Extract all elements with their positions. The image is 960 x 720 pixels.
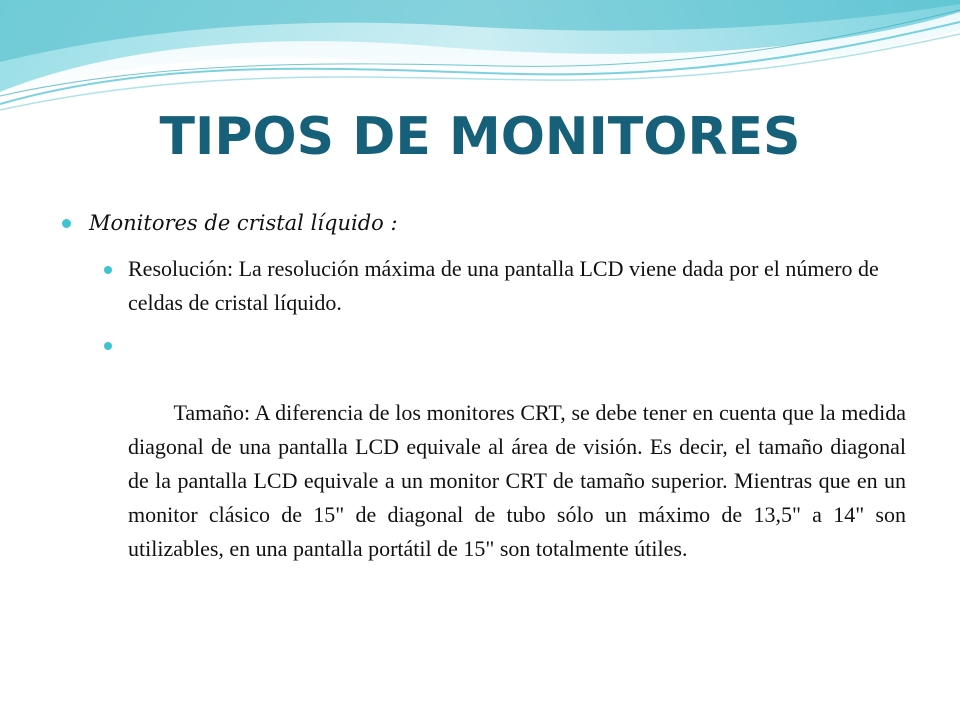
sub-bullet-size: [104, 328, 912, 600]
bullet-dot-icon: [104, 266, 112, 274]
sub-bullet-resolution: [104, 252, 906, 320]
bullet-text: Monitores de cristal líquido :: [89, 211, 398, 235]
bullet-list: [62, 208, 912, 608]
sub-bullet-text: Tamaño: A diferencia de los monitores CRT, se debe tener en cuenta que la medida diagonal de una pantalla LCD equivale al área de visión. Es decir, el tamaño diagonal de la pantalla LCD equivale a un monitor CRT de tamaño superior. Mientras que en un monitor clásico de 15" de diagonal de tubo sólo un máximo de 13,5" a 14" son utilizables, en una pantalla portátil de 15" son totalmente útiles.: [128, 400, 912, 561]
sub-bullet-text: Resolución: La resolución máxima de una pantalla LCD viene dada por el número de celdas de cristal líquido.: [128, 256, 879, 315]
slide-title: TIPOS DE MONITORES: [159, 107, 801, 167]
bullet-dot-icon: [104, 342, 112, 350]
bullet-item-lcd-monitors: [62, 208, 906, 238]
bullet-dot-icon: [62, 219, 71, 228]
